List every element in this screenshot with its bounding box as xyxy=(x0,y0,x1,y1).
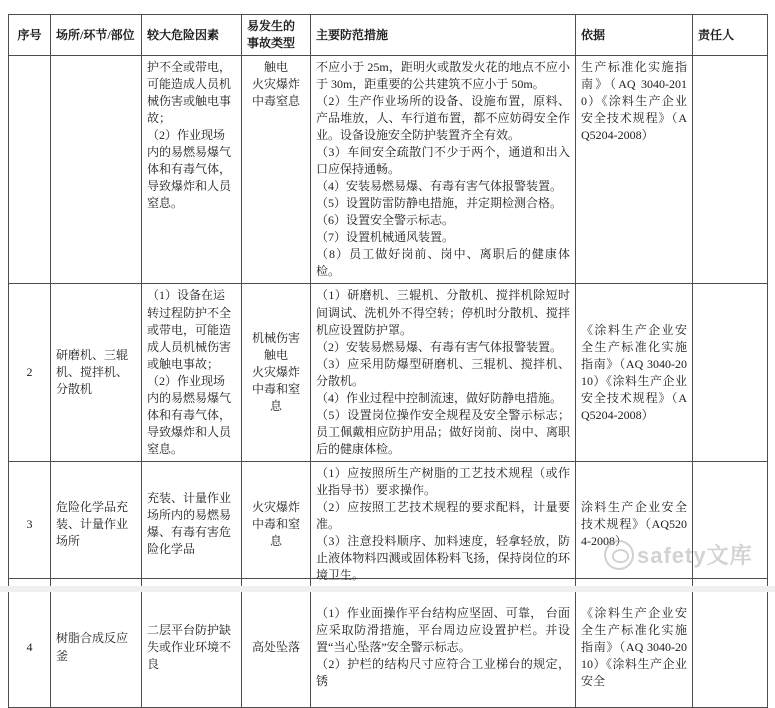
table-row xyxy=(9,588,768,708)
serial-cell: 2 xyxy=(9,284,51,461)
accident-type-line: 中毒和窒息 xyxy=(251,382,300,414)
accident-type-line: 中毒和窒息 xyxy=(251,516,300,548)
responsible-cell xyxy=(693,56,768,284)
column-header-1: 场所/环节/部位 xyxy=(51,15,142,56)
accident-type-line: 中毒窒息 xyxy=(251,94,300,109)
text-paragraph: （4）作业过程中控制流速，做好防静电措施。 xyxy=(316,390,563,405)
basis-cell: 涂料生产企业安全技术规程》（AQ5204-2008） xyxy=(576,461,693,587)
measures-cell xyxy=(311,461,576,587)
text-paragraph: （2）应按照工艺技术规程的要求配料，计量要准。 xyxy=(316,499,570,531)
table-row xyxy=(9,56,768,284)
hazard-cell xyxy=(142,461,242,587)
text-paragraph: （5）设置岗位操作安全规程及安全警示标志；员工佩戴相应防护用品；做好岗前、岗中、离职后的健康体检。 xyxy=(316,407,570,456)
page-bottom-edge xyxy=(0,586,775,592)
accident-type-cell xyxy=(242,56,311,284)
text-paragraph: 二层平台防护缺失或作业环境不良 xyxy=(147,622,232,672)
location-cell: 危险化学品充装、计量作业场所 xyxy=(51,461,142,587)
location-cell: 研磨机、三辊机、搅拌机、分散机 xyxy=(51,284,142,461)
basis-cell: 《涂料生产企业安全生产标准化实施指南》（AQ 3040-2010）《涂料生产企业安全 xyxy=(576,588,693,708)
responsible-cell xyxy=(693,284,768,461)
responsible-cell xyxy=(693,588,768,708)
hazard-cell xyxy=(142,588,242,708)
text-paragraph: （8）员工做好岗前、岗中、离职后的健康体检。 xyxy=(316,247,570,279)
responsible-cell xyxy=(693,461,768,587)
text-paragraph: （2）安装易燃易爆、有毒有害气体报警装置。 xyxy=(316,339,563,354)
column-header-6: 责任人 xyxy=(693,15,768,56)
accident-type-cell xyxy=(242,461,311,587)
table-row xyxy=(9,461,768,587)
header-row xyxy=(9,15,768,56)
text-paragraph: （7）设置机械通风装置。 xyxy=(316,230,455,245)
accident-type-line: 触电 xyxy=(263,60,288,75)
watermark-text: safety文库 xyxy=(637,543,753,568)
hazard-table xyxy=(8,14,768,708)
hazard-cell xyxy=(142,284,242,461)
text-paragraph: 护不全或带电，可能造成人员机械伤害或触电事故； xyxy=(147,60,232,126)
column-header-0: 序号 xyxy=(9,15,51,56)
hazard-table-page xyxy=(8,14,767,689)
accident-type-line: 火灾爆炸 xyxy=(251,77,300,92)
serial-cell: 3 xyxy=(9,461,51,587)
accident-type-line: 高处坠落 xyxy=(251,639,300,654)
accident-type-line: 触电 xyxy=(263,348,288,363)
text-paragraph: （3）注意投料顺序、加料速度，轻拿轻放，防止液体物料四溅或固体粉料飞扬，保持岗位的环境卫生。 xyxy=(316,533,570,582)
text-paragraph: （1）应按照所生产树脂的工艺技术规程（或作业指导书）要求操作。 xyxy=(316,465,570,497)
column-header-5: 依据 xyxy=(576,15,693,56)
text-paragraph: （1）作业面操作平台结构应坚固、可靠， 台面应采取防滑措施，平台周边应设置护栏。并设置“当心坠落”安全警示标志。 xyxy=(316,605,570,654)
text-paragraph: （3）应采用防爆型研磨机、三辊机、搅拌机、分散机。 xyxy=(316,356,570,388)
accident-type-line: 火灾爆炸 xyxy=(251,499,300,514)
text-paragraph: （1）设备在运转过程防护不全或带电，可能造成人员机械伤害或触电事故； xyxy=(147,288,232,371)
accident-type-line: 火灾爆炸 xyxy=(251,365,300,380)
basis-cell: 《涂料生产企业安全生产标准化实施指南》（AQ 3040-2010）《涂料生产企业安全技术规程》（AQ5204-2008） xyxy=(576,284,693,461)
text-paragraph: （5）设置防雷防静电措施，并定期检测合格。 xyxy=(316,196,563,211)
table-row xyxy=(9,284,768,461)
text-paragraph: （4）安装易燃易爆、有毒有害气体报警装置。 xyxy=(316,179,563,194)
column-header-2: 较大危险因素 xyxy=(142,15,242,56)
hazard-cell xyxy=(142,56,242,284)
serial-cell xyxy=(9,56,51,284)
column-header-4: 主要防范措施 xyxy=(311,15,576,56)
location-cell: 树脂合成反应釜 xyxy=(51,588,142,708)
text-paragraph: （2）护栏的结构尺寸应符合工业梯台的规定， 锈 xyxy=(316,657,570,689)
accident-type-line: 机械伤害 xyxy=(251,331,300,346)
measures-cell xyxy=(311,588,576,708)
basis-cell: 生产标准化实施指南》（AQ 3040-2010）《涂料生产企业安全技术规程》（AQ5204-2008） xyxy=(576,56,693,284)
text-paragraph: 不应小于 25m，距明火或散发火花的地点不应小于 30m，距重要的公共建筑不应小于 50m。 xyxy=(316,60,570,92)
accident-type-cell xyxy=(242,588,311,708)
column-header-3: 易发生的事故类型 xyxy=(242,15,311,56)
text-paragraph: （1）研磨机、三辊机、分散机、搅拌机除短时间调试、洗机外不得空转；停机时分散机、搅拌机应设置防护罩。 xyxy=(316,288,570,337)
text-paragraph: （6）设置安全警示标志。 xyxy=(316,213,455,228)
measures-cell xyxy=(311,284,576,461)
text-paragraph: 充装、计量作业场所内的易燃易爆、有毒有害危险化学品 xyxy=(147,491,232,557)
text-paragraph: （2）生产作业场所的设备、设施布置，原料、产品堆放，人、车行道布置，都不应妨碍安全作业。设备设施安全防护装置齐全有效。 xyxy=(316,94,570,143)
text-paragraph: （2）作业现场内的易燃易爆气体和有毒气体，导致爆炸和人员窒息。 xyxy=(147,373,232,456)
text-paragraph: （2）作业现场内的易燃易爆气体和有毒气体，导致爆炸和人员窒息。 xyxy=(147,128,232,211)
accident-type-cell xyxy=(242,284,311,461)
text-paragraph: （3）车间安全疏散门不少于两个，通道和出入口应保持通畅。 xyxy=(316,145,570,177)
location-cell xyxy=(51,56,142,284)
measures-cell xyxy=(311,56,576,284)
serial-cell: 4 xyxy=(9,588,51,708)
